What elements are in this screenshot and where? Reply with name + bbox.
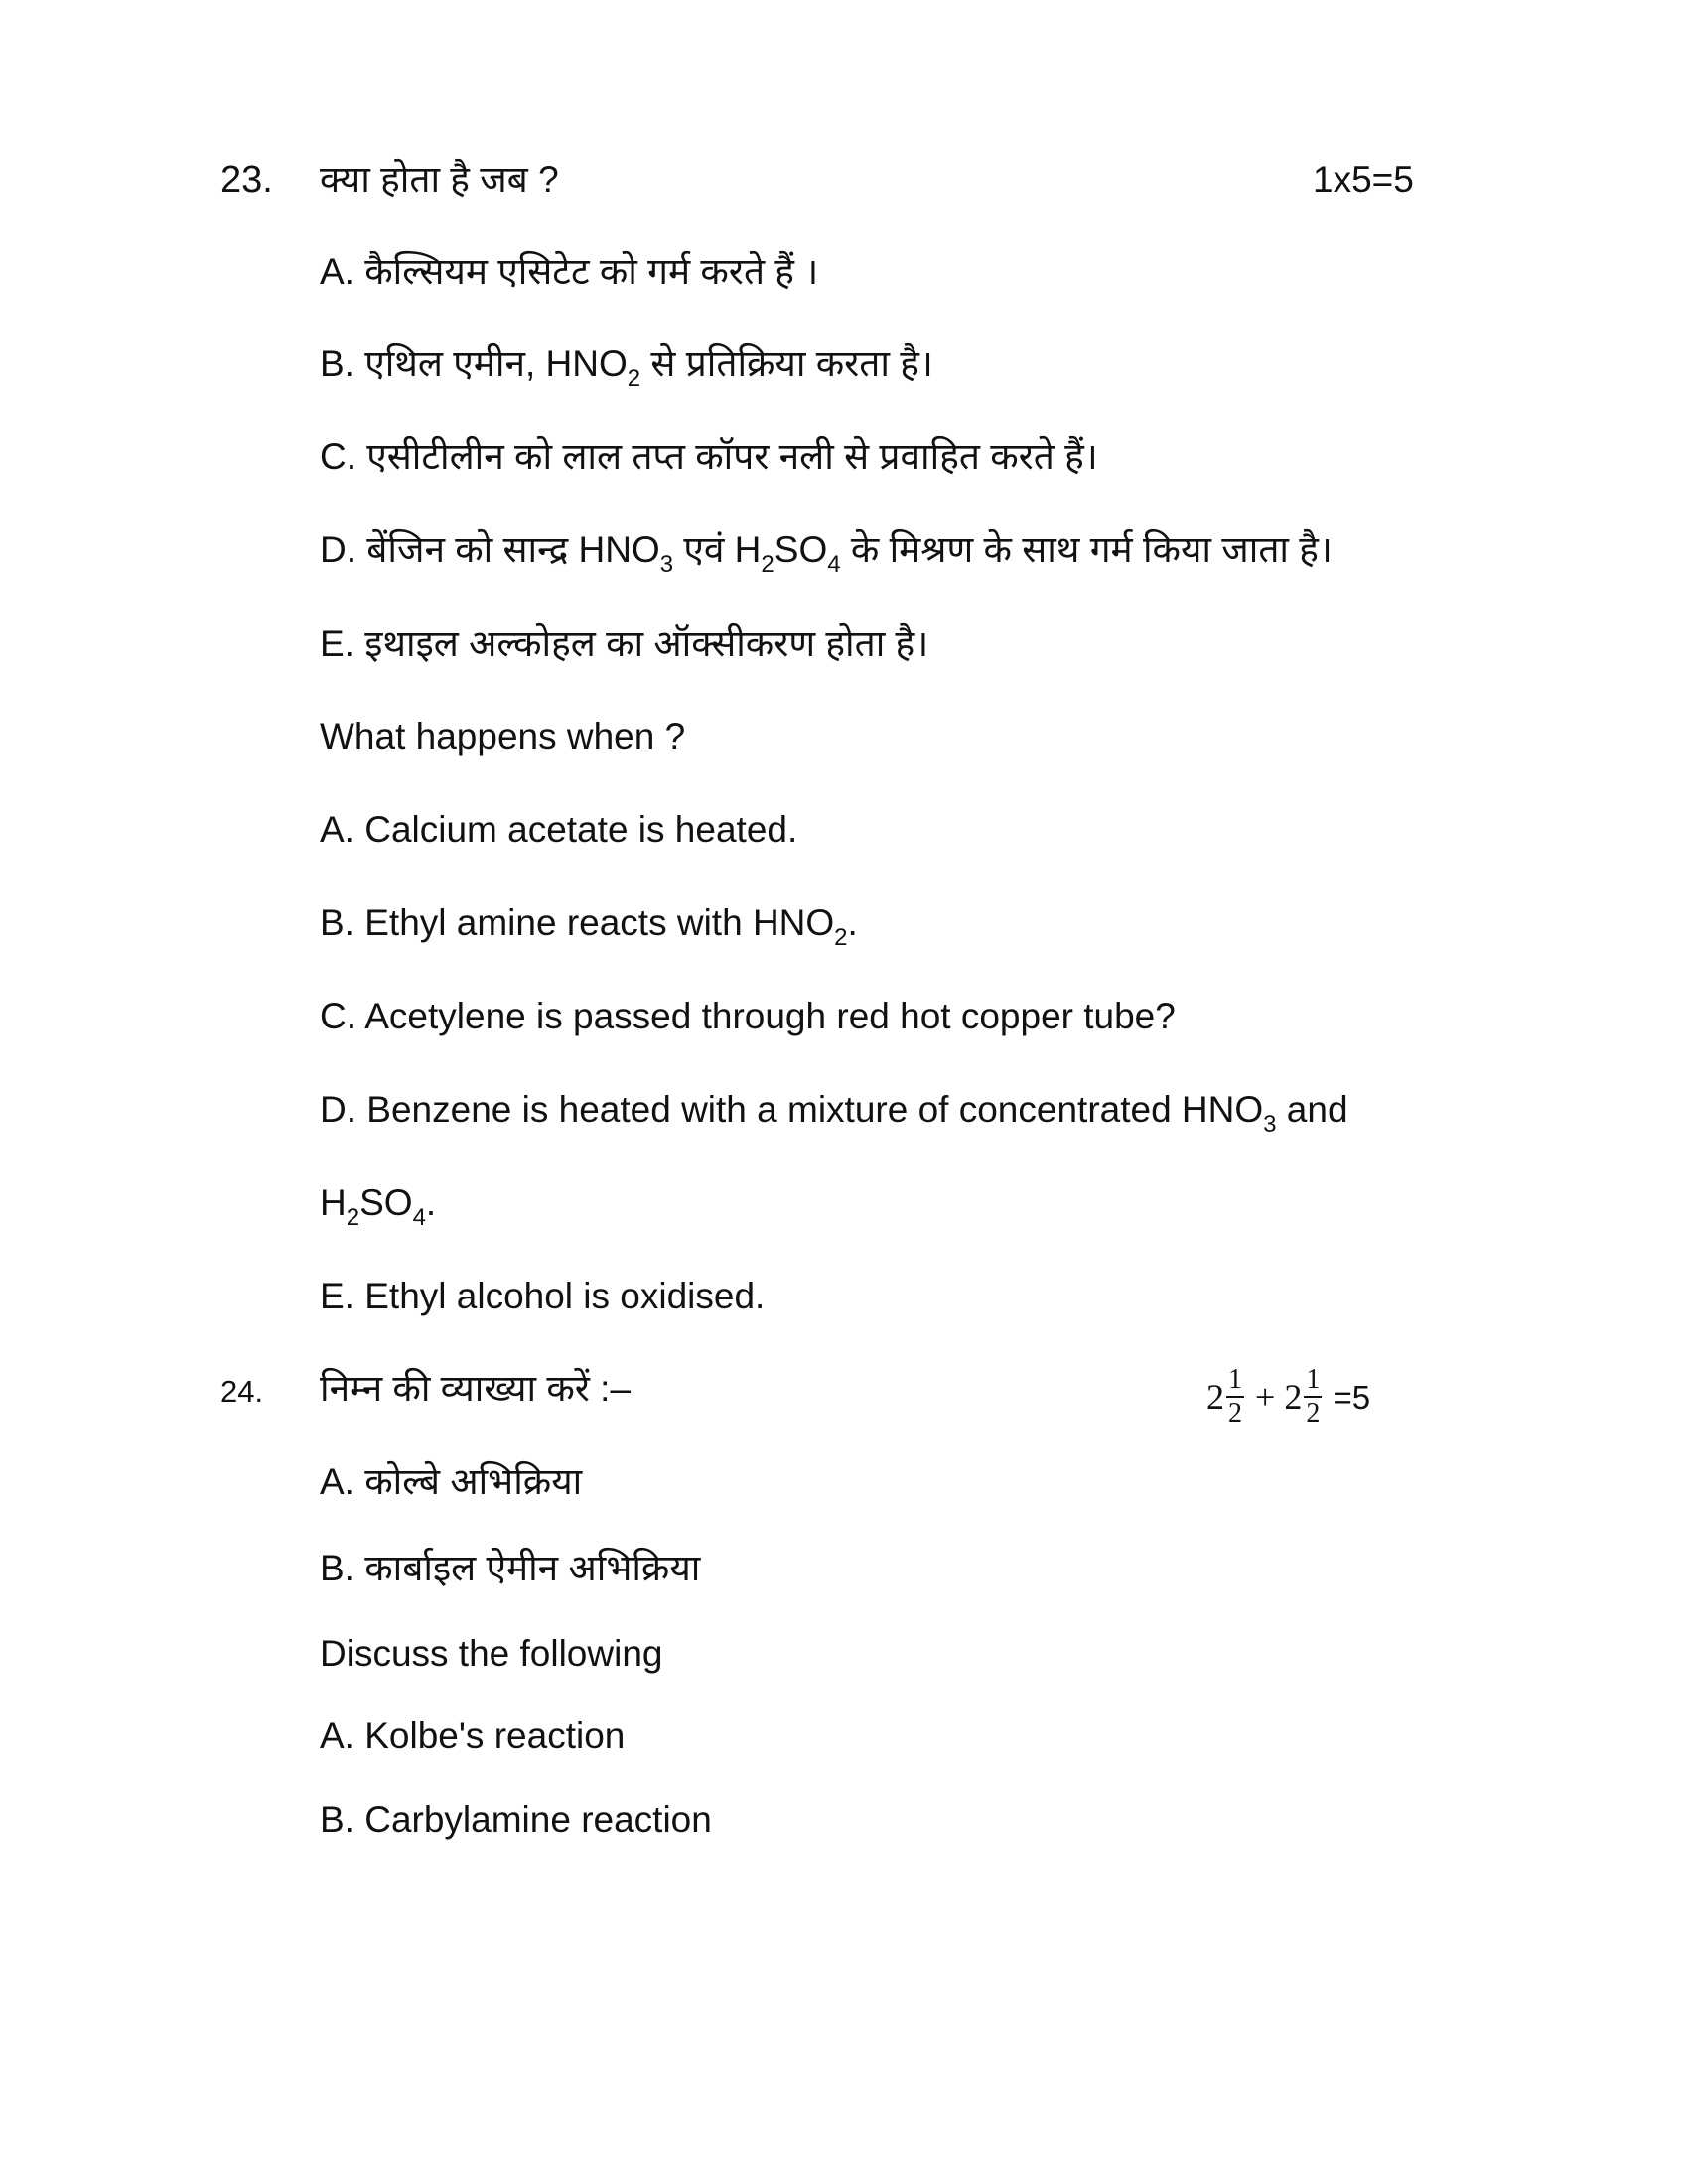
- english-b-text-post: .: [847, 902, 858, 943]
- marks-numerator-1: 1: [1226, 1366, 1244, 1398]
- english-d-subscript: 3: [1263, 1111, 1277, 1138]
- question-23-english-option-e: E. Ethyl alcohol is oxidised.: [320, 1276, 766, 1316]
- question-24-number: 24.: [220, 1374, 264, 1409]
- question-23-hindi-option-e: E. इथाइल अल्कोहल का ऑक्सीकरण होता है।: [320, 623, 929, 664]
- hindi-b-text-post: से प्रतिक्रिया करता है।: [640, 343, 933, 384]
- question-23-english-option-a: A. Calcium acetate is heated.: [320, 809, 798, 850]
- question-24-hindi-intro: निम्न की व्याख्या करें :–: [320, 1368, 632, 1409]
- marks-fraction-2: [1304, 1366, 1322, 1428]
- marks-total: =5: [1324, 1378, 1371, 1416]
- question-24-hindi-option-a: A. कोल्बे अभिक्रिया: [320, 1461, 583, 1502]
- marks-denominator-1: 2: [1228, 1398, 1242, 1429]
- english-b-subscript: 2: [834, 924, 848, 951]
- question-23-english-intro: What happens when ?: [320, 716, 686, 756]
- hindi-d-text-pre: D. बेंजिन को सान्द्र HNO: [320, 529, 660, 570]
- question-23-english-option-d: [320, 1089, 1348, 1138]
- question-24-english-option-a: A. Kolbe's reaction: [320, 1715, 626, 1756]
- question-24-english-option-b: B. Carbylamine reaction: [320, 1799, 712, 1840]
- marks-whole-2: 2: [1284, 1377, 1303, 1417]
- english-d-text-pre: D. Benzene is heated with a mixture of concentrated HNO: [320, 1089, 1264, 1130]
- hindi-d-subscript-1: 3: [659, 551, 674, 578]
- english-d2-subscript-2: 4: [412, 1204, 426, 1231]
- marks-mixed-number-2: [1284, 1366, 1324, 1428]
- hindi-d-subscript-2: 2: [761, 551, 774, 578]
- question-24-english-intro: Discuss the following: [320, 1633, 663, 1674]
- question-23-hindi-option-c: C. एसीटीलीन को लाल तप्त कॉपर नली से प्रवाहित करते हैं।: [320, 436, 1098, 477]
- question-23-hindi-intro: क्या होता है जब ?: [320, 159, 559, 200]
- question-23-hindi-option-b: [320, 343, 933, 392]
- hindi-d-text-mid-1: एवं H: [673, 529, 762, 570]
- question-23-hindi-option-d: [320, 529, 1333, 578]
- marks-fraction-1: [1226, 1366, 1244, 1428]
- english-d2-text-mid: SO: [359, 1182, 413, 1223]
- hindi-d-text-post: के मिश्रण के साथ गर्म किया जाता है।: [840, 529, 1333, 570]
- question-23-marks: 1x5=5: [1313, 159, 1414, 200]
- english-d-text-post: and: [1276, 1089, 1348, 1130]
- marks-whole-1: 2: [1206, 1377, 1224, 1417]
- english-d2-subscript-1: 2: [346, 1204, 360, 1231]
- hindi-b-subscript: 2: [627, 365, 641, 392]
- question-23-number: 23.: [220, 159, 273, 201]
- marks-mixed-number-1: [1206, 1366, 1246, 1428]
- question-23-english-option-c: C. Acetylene is passed through red hot copper tube?: [320, 996, 1176, 1036]
- english-b-text-pre: B. Ethyl amine reacts with HNO: [320, 902, 835, 943]
- marks-denominator-2: 2: [1306, 1398, 1321, 1429]
- hindi-b-text-pre: B. एथिल एमीन, HNO: [320, 343, 628, 384]
- english-d2-text-post: .: [425, 1182, 437, 1223]
- question-23-english-option-b: [320, 902, 858, 951]
- hindi-d-text-mid-2: SO: [774, 529, 828, 570]
- question-23-hindi-option-a: A. कैल्सियम एसिटेट को गर्म करते हैं ।: [320, 251, 819, 292]
- english-d2-text-pre: H: [320, 1182, 347, 1223]
- marks-numerator-2: 1: [1304, 1366, 1322, 1398]
- question-23-english-option-d-continued: [320, 1182, 437, 1231]
- question-24-marks: [1206, 1366, 1370, 1428]
- marks-plus: +: [1246, 1377, 1285, 1417]
- hindi-d-subscript-3: 4: [827, 551, 841, 578]
- question-24-hindi-option-b: B. कार्बाइल ऐमीन अभिक्रिया: [320, 1548, 701, 1588]
